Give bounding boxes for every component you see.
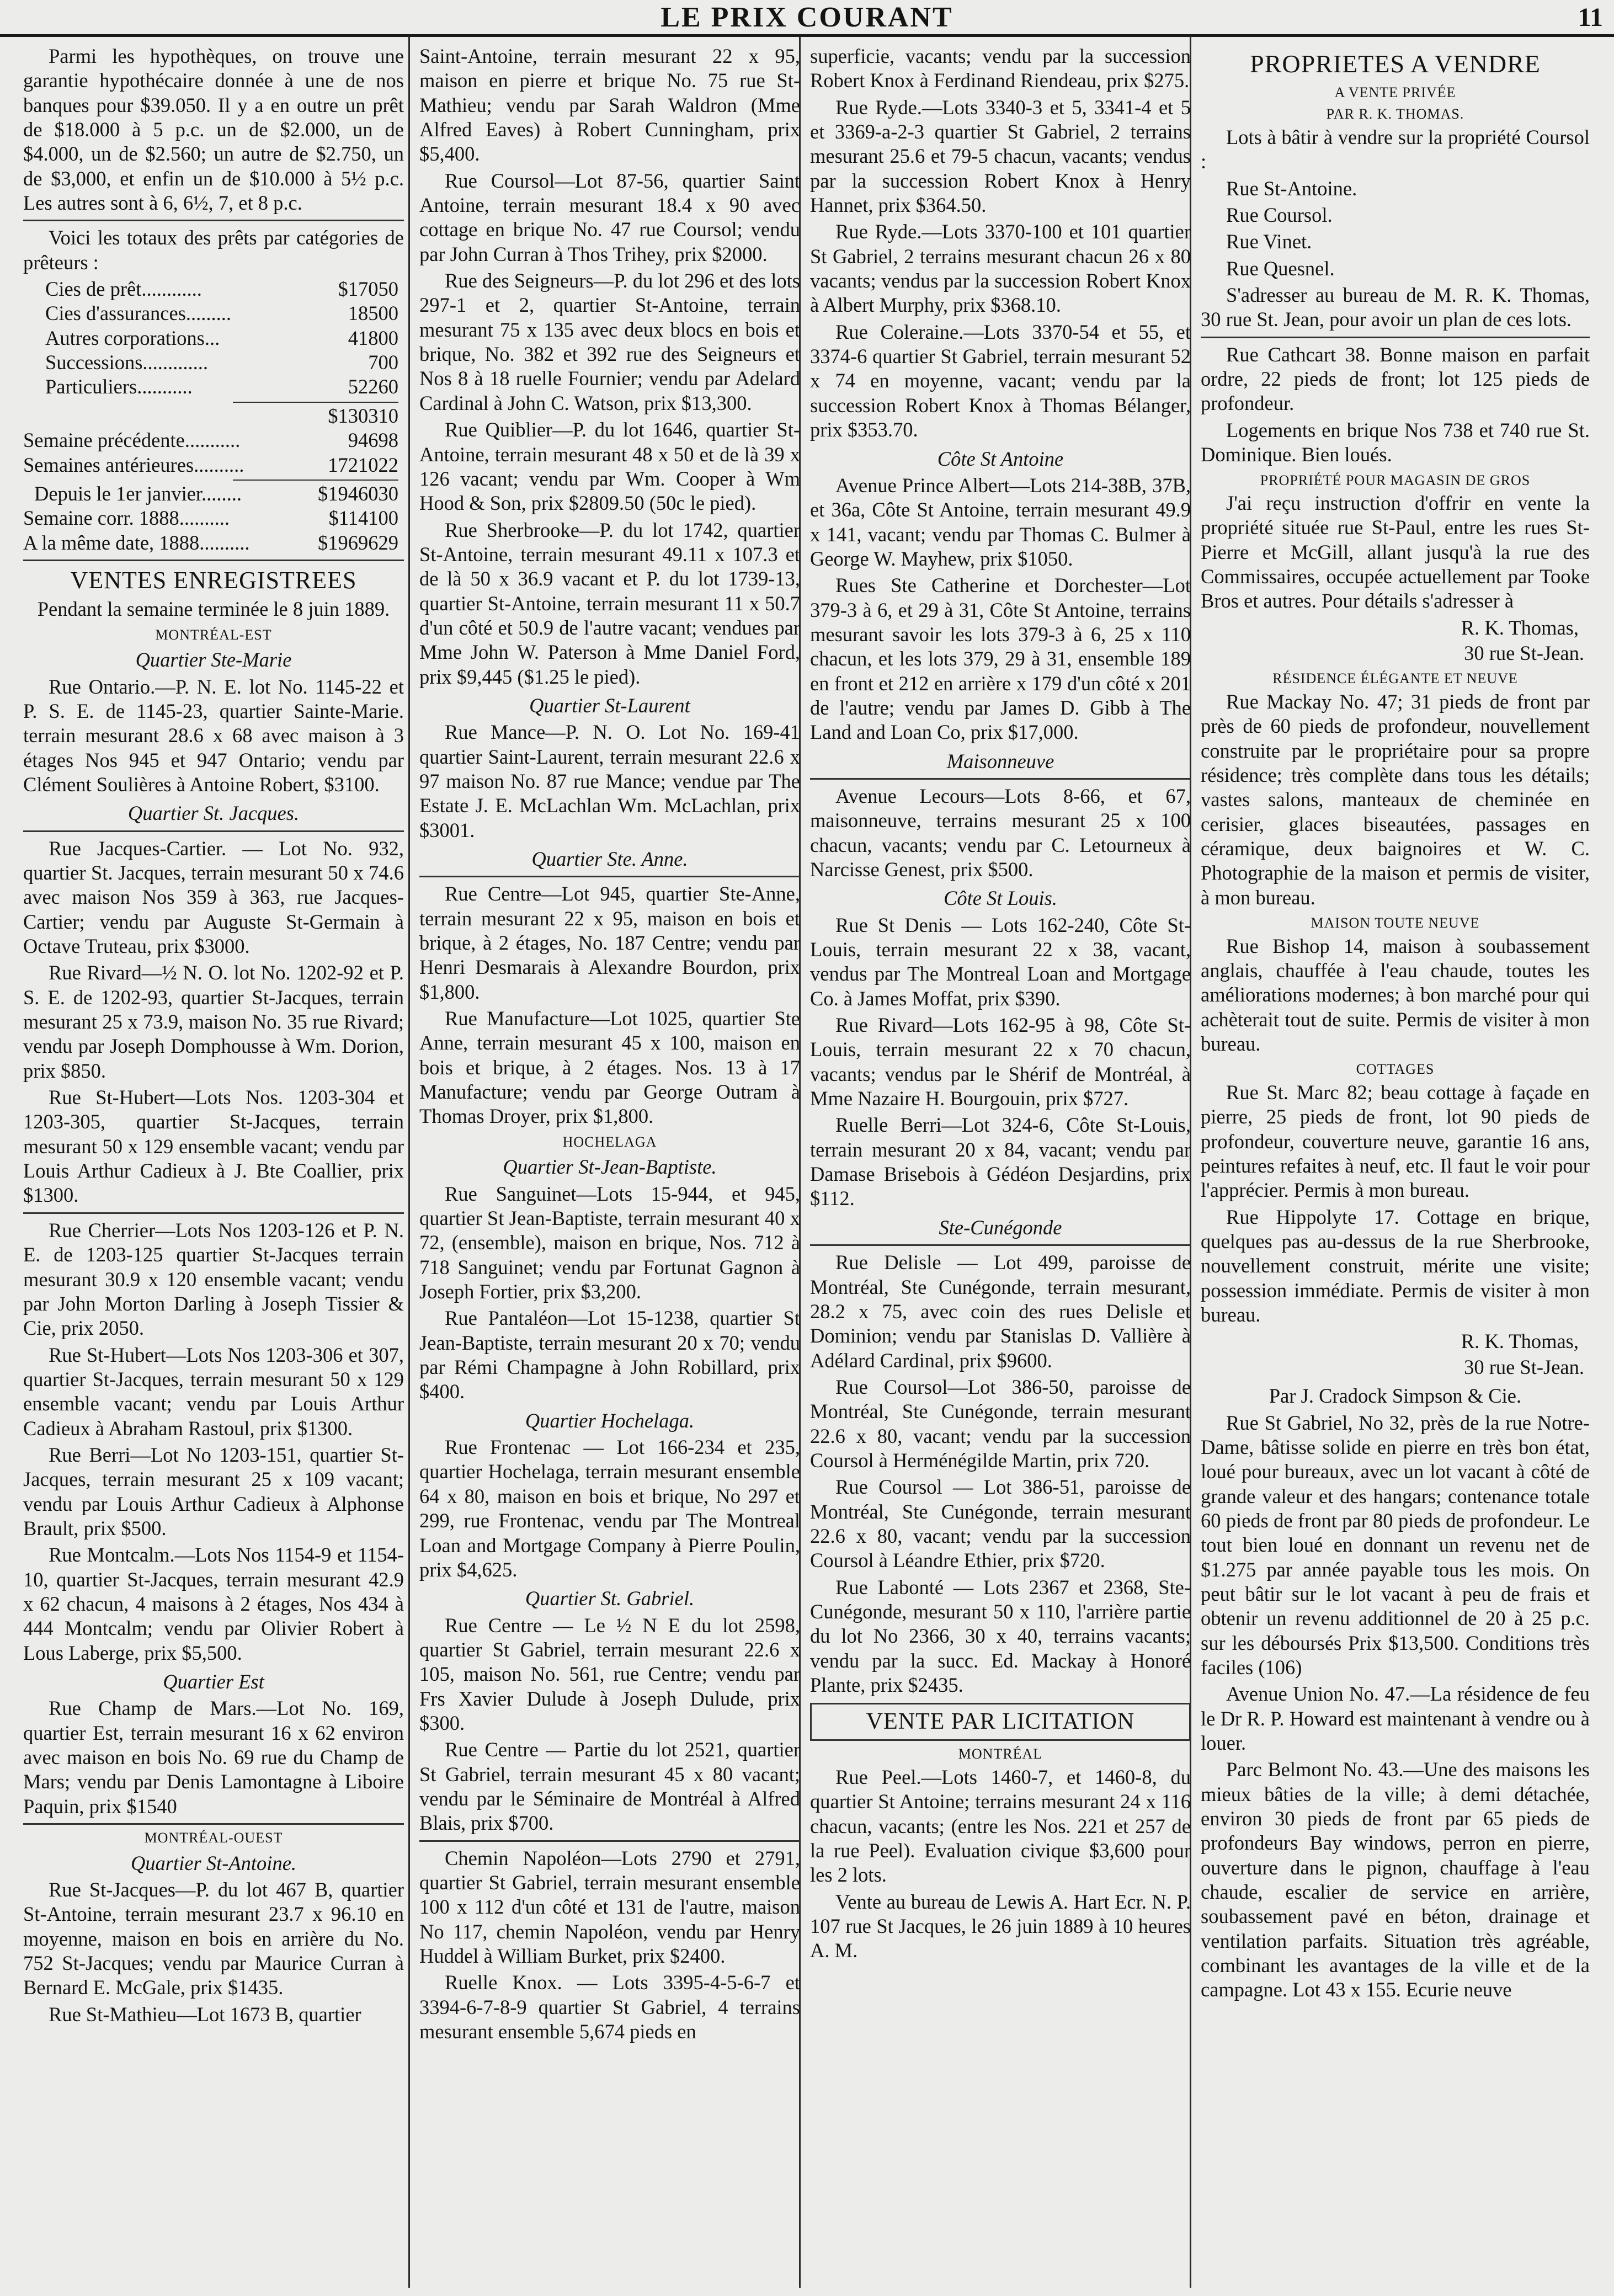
page-header (0, 0, 1614, 37)
ledger-amount: 94698 (348, 429, 398, 452)
sale-entry: Avenue Lecours—Lots 8-66, et 67, maisonneuve, terrains mesurant 25 x 100 chacun, vacants; vendu par C. Letourneux à Narcisse Genest, prix $500. (810, 784, 1191, 881)
listing-paragraph: Rue Cathcart 38. Bonne maison en parfait ordre, 22 pieds de front; lot 125 pieds de profondeur. (1201, 343, 1590, 415)
listing-paragraph: J'ai reçu instruction d'offrir en vente la propriété située rue St-Paul, entre les rues St-Pierre et McGill, allant jusqu'à la rue des Commissaires, occupée actuellement par Tooke Bros et autres. Pour détails s'adresser à (1201, 492, 1590, 612)
quarter-heading: Quartier St-Jean-Baptiste. (503, 1155, 717, 1179)
total-rule (233, 480, 398, 481)
sale-entry: Rue Mance—P. N. O. Lot No. 169-41 quartier Saint-Laurent, terrain mesurant 22.6 x 97 maison No. 87 rue Mance; vendue par The Estate J. E. McLachlan Wm. McLachlan, prix $3001. (419, 721, 800, 841)
sale-entry: Rue Champ de Mars.—Lot No. 169, quartier Est, terrain mesurant 16 x 62 environ avec maison en bois No. 69 rue du Champ de Mars; vendu par Denis Lamontagne à Liboire Paquin, prix $1540 (23, 1697, 404, 1818)
sale-entry: Saint-Antoine, terrain mesurant 22 x 95, maison en pierre et brique No. 75 rue St-Mathieu; vendu par Sarah Waldron (Mme Alfred Eaves) à Robert Cunningham, prix $5,400. (419, 45, 800, 166)
divider (23, 560, 404, 561)
ledger-label: Successions............. (45, 351, 209, 374)
ledger-subtotal (23, 404, 404, 428)
ledger-row (23, 506, 404, 530)
ledger-label: Particuliers........... (45, 375, 193, 398)
page-number: 11 (1578, 3, 1603, 32)
ledger-row (23, 375, 404, 399)
paragraph: Parmi les hypothèques, on trouve une garantie hypothécaire donnée à une de nos banques pour $39.050. Il y a en outre un prêt de $18.000 à 5 p.c. un de $2.000, un de $4.000, un de $2.560; un autre de $2.750, un de $3,000, et enfin un de $10.000 à 5½ p.c. Les autres sont à 6, 6½, 7, et 8 p.c. (23, 45, 404, 215)
ledger-row (23, 428, 404, 452)
listing-heading: COTTAGES (1356, 1061, 1435, 1078)
sale-entry: Rue Pantaléon—Lot 15-1238, quartier St Jean-Baptiste, terrain mesurant 20 x 70; vendu par Rémi Champagne à John Robillard, prix $400. (419, 1307, 800, 1403)
quarter-heading: Quartier Ste-Marie (135, 648, 292, 672)
section-subheading: A VENTE PRIVÉE (1334, 84, 1456, 100)
quarter-heading: Quartier Hochelaga. (525, 1409, 695, 1432)
sale-entry: Rue Montcalm.—Lots Nos 1154-9 et 1154-10, quartier St-Jacques, terrain mesurant 42.9 x 62 chacun, 4 maisons à 2 étages, Nos 434 à 444 Montcalm; vendu par Olivier Robert à Lous Laberge, prix $5,500. (23, 1543, 404, 1664)
divider (419, 876, 800, 877)
listing-paragraph: Rue St Gabriel, No 32, près de la rue Notre-Dame, bâtisse solide en pierre en très bon état, loué pour bureaux, avec un lot vacant à côté de grande valeur et des hangars; contenance totale 60 pieds de front par 80 pieds de profondeur. Le tout bien loué en donnant un revenu net de $1.275 par année payable tous les mois. On peut bâtir sur le lot vacant à peu de frais et obtenir un revenu additionnel de 20 à 25 p.c. sur les déboursés Prix $13,500. Conditions très faciles (106) (1201, 1411, 1590, 1679)
sale-entry: Rue St-Hubert—Lots Nos 1203-306 et 307, quartier St-Jacques, terrain mesurant 50 x 129 ensemble vacant; vendu par Louis Arthur Cadieux à Abraham Rastoul, prix $1300. (23, 1343, 404, 1440)
quarter-heading: Quartier St-Antoine. (130, 1851, 297, 1874)
sale-entry: Rue Coursol—Lot 386-50, paroisse de Montréal, Ste Cunégonde, terrain mesurant 22.6 x 80, vacant; vendu par la succession Coursol à Herménégilde Martin, prix 720. (810, 1375, 1191, 1472)
ledger-amount: 700 (368, 351, 398, 374)
district-heading: MONTRÉAL-EST (155, 626, 272, 643)
ledger-label: Semaine précédente........... (23, 429, 241, 452)
sale-entry: Rue Cherrier—Lots Nos 1203-126 et P. N. E. de 1203-125 quartier St-Jacques terrain mesurant 30.9 x 120 ensemble vacant; vendu par John Morton Darling à Joseph Tissier & Cie, prix 2050. (23, 1218, 404, 1340)
street-item: Rue St-Antoine. (1226, 177, 1357, 200)
sale-entry: Rue Jacques-Cartier. — Lot No. 932, quartier St. Jacques, terrain mesurant 50 x 74.6 avec maison Nos 359 à 363, rue Jacques-Cartier; vendu par Auguste St-Germain à Octave Truteau, prix $3000. (23, 837, 404, 958)
ledger-amount: 1721022 (328, 453, 398, 476)
signature-address: 30 rue St-Jean. (1464, 1355, 1584, 1378)
sale-entry: Rues Ste Catherine et Dorchester—Lot 379-3 à 6, et 29 à 31, Côte St Antoine, terrains mesurant savoir les lots 379-3 à 6, 25 x 110 chacun, et les lots 379, 29 à 31, ensemble 189 en front et 212 en arrière x 179 d'un côté x 201 de l'autre; vendu par James D. Gibb à The Land and Loan Co, prix $17,000. (810, 574, 1191, 744)
sale-entry: Rue Labonté — Lots 2367 et 2368, Ste-Cunégonde, mesurant 50 x 110, l'arrière partie du lot No 2366, 30 x 40, terrains vacants; vendu par la succ. Ed. Mackay à Honoré Plante, prix $2435. (810, 1575, 1191, 1696)
sale-entry: Rue Coursol — Lot 386-51, paroisse de Montréal, Ste Cunégonde, terrain mesurant 22.6 x 80, vacant; vendu par la succession Coursol à Léandre Ethier, prix $720. (810, 1475, 1191, 1572)
sale-entry: Rue Peel.—Lots 1460-7, et 1460-8, du quartier St Antoine; terrains mesurant 24 x 116 chacun, vacants; (entre les Nos. 221 et 257 de la rue Peel). Evaluation civique $3,600 pour les 2 lots. (810, 1765, 1191, 1887)
divider (23, 1212, 404, 1214)
column-4 (1201, 44, 1590, 2284)
sale-entry: Rue Rivard—½ N. O. lot No. 1202-92 et P. S. E. de 1202-93, quartier St-Jacques, terrain mesurant 25 x 73.9, maison No. 35 rue Rivard; vendu par Joseph Domphousse à Wm. Dorion, prix $850. (23, 961, 404, 1082)
ledger-row (23, 277, 404, 301)
column-1 (23, 44, 404, 2284)
ledger-row (23, 326, 404, 350)
listing-paragraph: Logements en brique Nos 738 et 740 rue St. Dominique. Bien loués. (1201, 418, 1590, 466)
street-item: Rue Quesnel. (1226, 257, 1335, 280)
listing-paragraph: Rue St. Marc 82; beau cottage à façade en pierre, 25 pieds de front, lot 90 pieds de profondeur, couverture neuve, garantie 16 ans, peintures refaites à neuf, etc. Il faut le voir pour l'apprécier. Permis à mon bureau. (1201, 1081, 1590, 1202)
street-item: Rue Vinet. (1226, 230, 1312, 253)
sale-entry: Rue Ryde.—Lots 3370-100 et 101 quartier St Gabriel, 2 terrains mesurant chacun 26 x 80 vacants; vendus par la succession Robert Knox à Albert Murphy, prix $368.10. (810, 220, 1191, 317)
ledger-amount: 41800 (348, 326, 398, 349)
district-heading: MONTRÉAL-OUEST (144, 1830, 283, 1846)
ledger-label: A la même date, 1888.......... (23, 531, 250, 554)
sale-entry: Rue Quiblier—P. du lot 1646, quartier St-Antoine, terrain mesurant 48 x 50 et de là 39 x 126 vacant; vendu par Wm. Cooper à Wm Hood & Son, prix $2809.50 (50c le pied). (419, 418, 800, 515)
ledger-label: Depuis le 1er janvier........ (34, 482, 242, 505)
listing-paragraph: Avenue Union No. 47.—La résidence de feu le Dr R. P. Howard est maintenant à vendre ou à louer. (1201, 1682, 1590, 1754)
column-rule (408, 36, 410, 2288)
ledger-row (23, 453, 404, 477)
ledger-amount: 18500 (348, 302, 398, 325)
sale-entry: Rue St-Jacques—P. du lot 467 B, quartier St-Antoine, terrain mesurant 23.7 x 96.10 en moyenne, maison en bois en arrière du No. 752 St-Jacques; vendu par Maurice Curran à Bernard E. McGale, prix $1435. (23, 1878, 404, 1999)
divider (1201, 337, 1590, 338)
quarter-heading: Ste-Cunégonde (939, 1216, 1062, 1239)
sale-entry: Ruelle Berri—Lot 324-6, Côte St-Louis, terrain mesurant 20 x 84, vacant; vendu par Damase Brisebois à Gédéon Desjardins, prix $112. (810, 1114, 1191, 1210)
ledger-amount: $17050 (338, 278, 398, 301)
section-heading: VENTES ENREGISTREES (70, 566, 357, 594)
licitation-heading: VENTE PAR LICITATION (810, 1703, 1191, 1741)
sale-entry: Rue St Denis — Lots 162-240, Côte St-Louis, terrain mesurant 22 x 38, vacant, vendus par The Montreal Loan and Mortgage Co. à James Moffat, prix $390. (810, 913, 1191, 1010)
divider (23, 830, 404, 832)
section-heading: PROPRIETES A VENDRE (1250, 50, 1541, 78)
ledger-label: Semaine corr. 1888.......... (23, 507, 230, 530)
quarter-heading: Quartier St. Gabriel. (525, 1587, 695, 1610)
listing-paragraph: S'adresser au bureau de M. R. K. Thomas, 30 rue St. Jean, pour avoir un plan de ces lots. (1201, 284, 1590, 331)
section-subheading: Pendant la semaine terminée le 8 juin 1889. (37, 598, 390, 621)
sale-entry: Rue St-Hubert—Lots Nos. 1203-304 et 1203-305, quartier St-Jacques, terrain mesurant 50 x 129 ensemble vacant; vendu par Louis Arthur Cadieux à J. Bte Coallier, prix $1300. (23, 1086, 404, 1207)
ledger-row (23, 531, 404, 555)
ledger-row (23, 350, 404, 375)
agent-heading: PAR R. K. THOMAS. (1326, 106, 1464, 122)
divider (810, 778, 1191, 780)
ledger-label: Cies d'assurances......... (45, 302, 232, 325)
sale-entry: Vente au bureau de Lewis A. Hart Ecr. N. P. 107 rue St Jacques, le 26 juin 1889 à 10 heures A. M. (810, 1890, 1191, 1962)
column-3 (810, 44, 1191, 2284)
district-heading: MONTRÉAL (958, 1746, 1043, 1762)
signature: R. K. Thomas, (1461, 1330, 1579, 1353)
sale-entry: Rue Ontario.—P. N. E. lot No. 1145-22 et P. S. E. de 1145-23, quartier Sainte-Marie. terrain mesurant 28.6 x 68 avec maison à 3 étages Nos 945 et 947 Ontario; vendu par Clément Soulières à Antoine Robert, $3100. (23, 675, 404, 796)
total-rule (233, 402, 398, 403)
publication-title: LE PRIX COURANT (660, 2, 954, 33)
divider (23, 1823, 404, 1825)
quarter-heading: Quartier Ste. Anne. (531, 848, 688, 870)
sale-entry: Avenue Prince Albert—Lots 214-38B, 37B, et 36a, Côte St Antoine, terrain mesurant 49.9 x 141, vacant; vendu par Thomas C. Bulmer à George W. Mayhew, prix $1050. (810, 473, 1191, 570)
ledger-label: Semaines antérieures.......... (23, 453, 244, 476)
sale-entry: Rue Manufacture—Lot 1025, quartier Ste Anne, terrain mesurant 45 x 100, maison en bois et brique, à 2 étages. Nos. 13 à 17 Manufacture; vendu par George Outram à Thomas Droyer, prix $1,800. (419, 1007, 800, 1128)
sale-entry: Ruelle Knox. — Lots 3395-4-5-6-7 et 3394-6-7-8-9 quartier St Gabriel, 4 terrains mesurant ensemble 5,674 pieds en (419, 1971, 800, 2043)
signature: R. K. Thomas, (1461, 616, 1579, 639)
sale-entry: Rue Berri—Lot No 1203-151, quartier St-Jacques, terrain mesurant 25 x 109 vacant; vendu par Louis Arthur Cadieux à Alphonse Brault, prix $500. (23, 1443, 404, 1539)
sale-entry: Rue Delisle — Lot 499, paroisse de Montréal, Ste Cunégonde, terrain mesurant, 28.2 x 75, avec coin des rues Delisle et Dominion; vendu par Stanislas D. Vallière à Adélard Cardinal, prix $9600. (810, 1251, 1191, 1372)
lender-totals-table (23, 277, 404, 555)
listing-paragraph: Rue Bishop 14, maison à soubassement anglais, chauffée à l'eau chaude, toutes les améliorations modernes; à bon marché pour qui achèterait tout de suite. Permis de visiter à mon bureau. (1201, 934, 1590, 1056)
ledger-label: Autres corporations... (45, 326, 220, 349)
listing-heading: MAISON TOUTE NEUVE (1311, 915, 1480, 931)
sale-entry: Rue Rivard—Lots 162-95 à 98, Côte St-Louis, terrain mesurant 22 x 70 chacun, vacants; vendus par le Shérif de Montréal, à Mme Nazaire H. Bourgouin, prix $727. (810, 1014, 1191, 1110)
sale-entry: superficie, vacants; vendu par la succession Robert Knox à Ferdinand Riendeau, prix $275. (810, 45, 1191, 92)
quarter-heading: Maisonneuve (946, 749, 1054, 773)
quarter-heading: Côte St Louis. (944, 887, 1057, 910)
ledger-amount: $130310 (328, 404, 398, 427)
ledger-row (23, 301, 404, 326)
ledger-label: Cies de prêt............ (45, 278, 202, 301)
divider (419, 1840, 800, 1842)
district-heading: HOCHELAGA (562, 1133, 657, 1150)
ledger-amount: $1946030 (318, 482, 398, 505)
sale-entry: Rue Coleraine.—Lots 3370-54 et 55, et 3374-6 quartier St Gabriel, terrain mesurant 52 x 74 en moyenne, vacant; vendu par la succession Robert Knox à Thomas Bélanger, prix $353.70. (810, 320, 1191, 441)
listing-paragraph: Rue Hippolyte 17. Cottage en brique, quelques pas au-dessus de la rue Sherbrooke, nouvellement construit, mérite une visite; possession immédiate. Permis de visiter à mon bureau. (1201, 1205, 1590, 1327)
ledger-amount: $114100 (328, 507, 398, 530)
ledger-row (23, 482, 404, 506)
sale-entry: Rue Sherbrooke—P. du lot 1742, quartier St-Antoine, terrain mesurant 49.11 x 107.3 et de là 50 x 36.9 vacant et P. du lot 1739-13, quartier St-Antoine, terrain mesurant 11 x 50.7 d'un côté et 50.9 de l'autre vacant; vendues par Mme John W. Paterson à Mme Daniel Ford, prix $9,445 ($1.25 le pied). (419, 518, 800, 688)
sale-entry: Rue Centre — Le ½ N E du lot 2598, quartier St Gabriel, terrain mesurant 22.6 x 105, maison No. 561, rue Centre; vendu par Frs Xavier Dulude à Joseph Dulude, prix $300. (419, 1613, 800, 1734)
listing-heading: RÉSIDENCE ÉLÉGANTE ET NEUVE (1272, 670, 1518, 687)
sale-entry: Rue Centre—Lot 945, quartier Ste-Anne, terrain mesurant 22 x 95, maison en bois et brique, à 2 étages, No. 187 Centre; vendu par Henri Desmarais à Alexandre Bourdon, prix $1,800. (419, 882, 800, 1003)
street-item: Rue Coursol. (1226, 204, 1333, 227)
agent-heading: Par J. Cradock Simpson & Cie. (1269, 1384, 1522, 1408)
sale-entry: Chemin Napoléon—Lots 2790 et 2791, quartier St Gabriel, terrain mesurant ensemble 100 x 112 d'un côté et 131 de l'autre, maison No 117, chemin Napoléon, vendu par Henry Huddel à William Burket, prix $2400. (419, 1846, 800, 1968)
listing-heading: PROPRIÉTÉ POUR MAGASIN DE GROS (1260, 472, 1531, 488)
sale-entry: Rue Coursol—Lot 87-56, quartier Saint Antoine, terrain mesurant 18.4 x 90 avec cottage en brique No. 47 rue Coursol; vendu par John Curran à Thos Trihey, prix $2000. (419, 169, 800, 265)
sale-entry: Rue Centre — Partie du lot 2521, quartier St Gabriel, terrain mesurant 45 x 80 vacant; vendu par le Séminaire de Montréal à Alfred Blais, prix $700. (419, 1738, 800, 1835)
column-2 (419, 44, 800, 2284)
ledger-amount: 52260 (348, 375, 398, 398)
quarter-heading: Quartier St. Jacques. (127, 802, 300, 825)
listing-paragraph: Rue Mackay No. 47; 31 pieds de front par près de 60 pieds de profondeur, nouvellement construite par le propriétaire pour sa propre résidence; très complète dans tous les détails; vastes salons, manteaux de cheminée en cerisier, glaces biseautées, passages en céramique, deux baignoires et W. C. Photographie de la maison et permis de visiter, à mon bureau. (1201, 690, 1590, 909)
divider (810, 1244, 1191, 1246)
listing-paragraph: Lots à bâtir à vendre sur la propriété Coursol : (1201, 126, 1590, 173)
sale-entry: Rue Sanguinet—Lots 15-944, et 945, quartier St Jean-Baptiste, terrain mesurant 40 x 72, (ensemble), maison en brique, Nos. 712 à 718 Sanguinet; vendu par Fortunat Gagnon à Joseph Fortier, prix $3,200. (419, 1182, 800, 1303)
sale-entry: Rue des Seigneurs—P. du lot 296 et des lots 297-1 et 2, quartier St-Antoine, terrain mesurant 75 x 135 avec deux blocs en bois et brique, No. 382 et 392 rue des Seigneurs et Nos 8 à 18 ruelle Fournier; vendu par Adelard Cardinal à John C. Watson, prix $13,300. (419, 269, 800, 414)
paragraph: Voici les totaux des prêts par catégories de prêteurs : (23, 226, 404, 274)
sale-entry: Rue Ryde.—Lots 3340-3 et 5, 3341-4 et 5 et 3369-a-2-3 quartier St Gabriel, 2 terrains mesurant 25.6 et 79-5 chacun, vacants; vendus par la succession Robert Knox à Henry Hannet, prix $364.50. (810, 95, 1191, 217)
signature-address: 30 rue St-Jean. (1464, 642, 1584, 665)
quarter-heading: Côte St Antoine (937, 447, 1064, 470)
sale-entry: Rue St-Mathieu—Lot 1673 B, quartier (49, 2002, 361, 2026)
listing-paragraph: Parc Belmont No. 43.—Une des maisons les mieux bâties de la ville; à demi détachée, environ 30 pieds de front par 65 pieds de profondeurs Bay windows, perron en pierre, ouverture dans le pignon, chauffage à l'eau chaude, escalier de service en arrière, soubassement pavé en béton, drainage et ventilation parfaits. Situation très agréable, combinant les avantages de la ville et de la campagne. Lot 43 x 155. Ecurie neuve (1201, 1758, 1590, 2001)
sale-entry: Rue Frontenac — Lot 166-234 et 235, quartier Hochelaga, terrain mesurant ensemble 64 x 80, maison en bois et brique, No 297 et 299, rue Frontenac, vendu par The Montreal Loan and Mortgage Company à Pierre Poulin, prix $4,625. (419, 1436, 800, 1581)
ledger-amount: $1969629 (318, 531, 398, 554)
quarter-heading: Quartier St-Laurent (529, 694, 690, 717)
quarter-heading: Quartier Est (163, 1670, 264, 1693)
divider (23, 220, 404, 221)
